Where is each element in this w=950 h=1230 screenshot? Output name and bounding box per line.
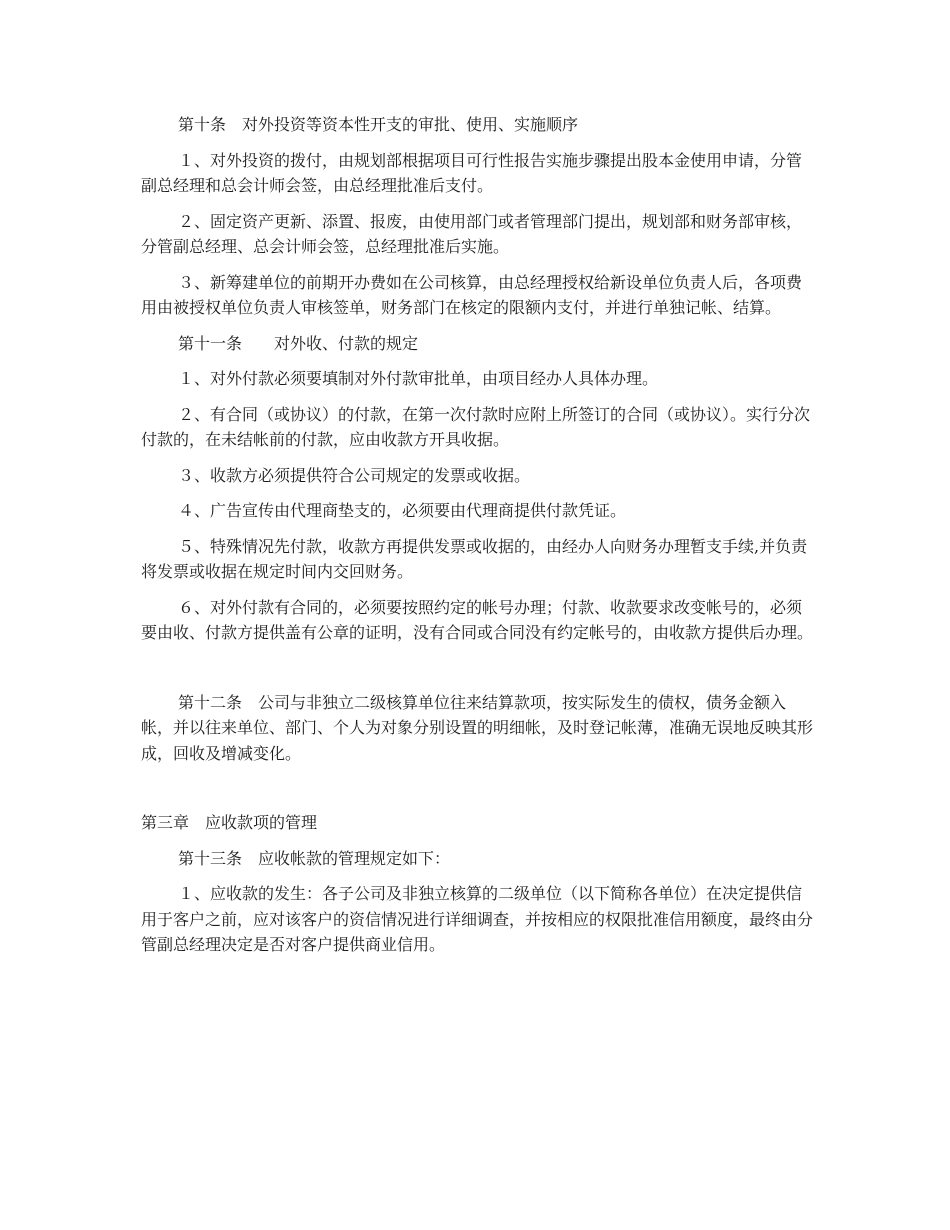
article-13-heading: 第十三条 应收帐款的管理规定如下： [178,848,451,868]
chapter-3-heading: 第三章 应收款项的管理 [141,813,318,832]
article-11-item-5: ５、特殊情况先付款，收款方再提供发票或收据的，由经办人向财务办理暂支手续,并负责将发票或收据在规定时间内交回财务。 [141,536,808,581]
document-body [141,112,813,958]
article-11-item-3: ３、收款方必须提供符合公司规定的发票或收据。 [178,465,531,485]
article-11-item-4: ４、广告宣传由代理商垫支的，必须要由代理商提供付款凭证。 [178,501,627,520]
article-13-item-1: １、应收款的发生：各子公司及非独立核算的二级单位（以下简称各单位）在决定提供信用于客户之前，应对该客户的资信情况进行详细调查，并按相应的权限批准信用额度，最终由分管副总经理决定是否对客户提供商业信用。 [141,884,814,954]
article-10-heading: 第十条 对外投资等资本性开支的审批、使用、实施顺序 [178,115,579,134]
article-12-paragraph: 第十二条 公司与非独立二级核算单位往来结算款项，按实际发生的债权，债务金额入帐，并以往来单位、部门、个人为对象分别设置的明细帐，及时登记帐薄，准确无误地反映其形成，回收及增减变化。 [141,692,814,763]
article-10-item-2: ２、固定资产更新、添置、报废，由使用部门或者管理部门提出，规划部和财务部审核，分管副总经理、总会计师会签，总经理批准后实施。 [141,211,803,256]
article-10-item-3: ３、新筹建单位的前期开办费如在公司核算，由总经理授权给新设单位负责人后，各项费用由被授权单位负责人审核签单，财务部门在核定的限额内支付，并进行单独记帐、结算。 [141,272,803,317]
article-10-item-1: １、对外投资的拨付，由规划部根据项目可行性报告实施步骤提出股本金使用申请，分管副总经理和总会计师会签，由总经理批准后支付。 [141,150,803,195]
article-11-item-1: １、对外付款必须要填制对外付款审批单，由项目经办人具体办理。 [178,369,659,388]
article-11-heading: 第十一条 对外收、付款的规定 [178,333,419,353]
article-11-item-6: ６、对外付款有合同的，必须要按照约定的帐号办理；付款、收款要求改变帐号的，必须要由收、付款方提供盖有公章的证明，没有合同或合同没有约定帐号的，由收款方提供后办理。 [141,597,814,642]
article-11-item-2: ２、有合同（或协议）的付款，在第一次付款时应附上所签订的合同（或协议）。实行分次付款的，在未结帐前的付款，应由收款方开具收据。 [141,404,811,449]
